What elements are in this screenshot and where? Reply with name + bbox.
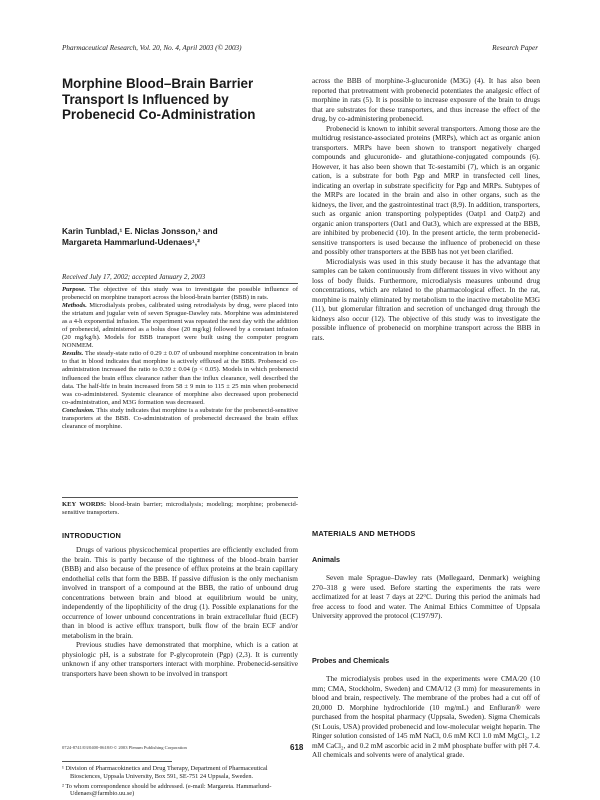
introduction-continued xyxy=(312,76,540,342)
running-header-journal: Pharmaceutical Research, Vol. 20, No. 4, April 2003 (© 2003) xyxy=(62,44,242,52)
right-paragraph-1: across the BBB of morphine-3-glucuronide (M3G) (4). It has also been reported that pretreatment with probenecid potentiates the analgesic effect of morphine in rats (5). It is possible to increase exposure of the brain to drugs that are substrates for these transporters, and thus increase the effect of the drug, by co-administering probenecid. xyxy=(312,76,540,123)
abstract-results: Results. The steady-state ratio of 0.29 ± 0.07 of unbound morphine concentration in brain to that in blood indicates that morphine is actively effluxed at the BBB. Probenecid co-administration increased the ratio to 0.39 ± 0.04 (p < 0.05). Models in which probenecid influenced the brain efflux clearance rather than the influx clearance, well described the data. The half-life in brain increased from 58 ± 9 min to 115 ± 25 min when probenecid was co-administered. Systemic clearance of morphine also decreased upon probenecid co-administration, and M3G formation was decreased. xyxy=(62,350,298,406)
introduction-paragraph-2: Previous studies have demonstrated that morphine, which is a cation at physiologic pH, is a substrate for P-glycoprotein (Pgp) (2,3). It is currently unknown if any other transporters interact with morphine. Probenecid-sensitive transporters have been shown to be involved in transport xyxy=(62,640,298,678)
author-list xyxy=(62,226,298,248)
abstract-purpose: Purpose. The objective of this study was to investigate the possible influence of probenecid on morphine transport across the blood-brain barrier (BBB) in rats. xyxy=(62,286,298,302)
title-line-1: Morphine Blood–Brain Barrier xyxy=(62,76,254,91)
abstract-top-rule xyxy=(62,283,298,284)
title-line-2: Transport Is Influenced by xyxy=(62,91,229,107)
animals-body xyxy=(312,573,540,621)
materials-methods-heading: MATERIALS AND METHODS xyxy=(312,529,416,538)
title-line-3: Probenecid Co-Administration xyxy=(62,107,256,122)
abstract xyxy=(62,286,298,431)
author-line-1: Karin Tunblad,¹ E. Niclas Jonsson,¹ and xyxy=(62,226,218,236)
received-dates: Received July 17, 2002; accepted January 2, 2003 xyxy=(62,273,206,281)
footnote-2: ² To whom correspondence should be addressed. (e-mail: Margareta. Hammarlund-Udenaes@farmbio.uu.se) xyxy=(62,782,272,798)
keywords: KEY WORDS: blood-brain barrier; microdialysis; modeling; morphine; probenecid-sensitive transporters. xyxy=(62,501,298,517)
footnote-rule xyxy=(62,761,172,762)
page-number: 618 xyxy=(290,743,304,752)
introduction-body xyxy=(62,545,298,678)
abstract-methods: Methods. Microdialysis probes, calibrated using retrodialysis by drug, were placed into the striatum and jugular vein of seven Sprague-Dawley rats. Morphine was administered as a 4-h exponential infusion. The experiment was repeated the next day with the addition of probenecid, administered as a bolus dose (20 mg/kg) followed by a constant infusion (20 mg/kg/h). Models for BBB transport were built using the computer program NONMEM. xyxy=(62,302,298,350)
animals-paragraph: Seven male Sprague–Dawley rats (Møllegaard, Denmark) weighing 270–318 g were used. Before starting the experiments the rats were acclimatized for at least 7 days at 22°C. During this period the animals had free access to food and water. The Animal Ethics Committee of Uppsala University approved the protocol (C197/97). xyxy=(312,573,540,620)
right-paragraph-2: Probenecid is known to inhibit several transporters. Among those are the multidrug resistance-associated proteins (MRPs), which act as organic anion transporters. MRPs have been shown to transport negatively charged compounds and glucuronide- and glutathione-conjugated compounds (6). However, it has also been shown that Tc-sestamibi (7), which is an organic cation, is a substrate for both Pgp and MRP in transfected cell lines, indicating an overlap in substrate specificity for Pgp and MRPs. Subtypes of the MRPs are located in the brain and also in other organs, such as the kidneys, the liver, and the gastrointestinal tract (8,9). In addition, transporters, such as organic anion transporting polypeptides (Oatp1 and Oatp2) and organic anion transporters (Oat1 and Oat3), which are expressed at the BBB, are inhibited by probenecid (10). In the present article, the term probenecid-sensitive transporters is used because the influence of probenecid on these and possibly other transporters at the BBB has not yet been clarified. xyxy=(312,123,540,256)
running-header-article-type: Research Paper xyxy=(492,44,538,52)
introduction-heading: INTRODUCTION xyxy=(62,531,122,540)
publisher-code: 0724-8741/03/0400-0618/0 © 2003 Plenum Publishing Corporation xyxy=(62,745,187,750)
keywords-top-rule xyxy=(62,497,298,498)
introduction-paragraph-1: Drugs of various physicochemical properties are efficiently excluded from the brain. This is partly because of the tightness of the blood–brain barrier (BBB) and also because of the presence of efflux proteins at the brain capillary endothelial cells that form the BBB. If passive diffusion is the only mechanism involved in transport of a compound at the BBB, the ratio of unbound drug concentrations between brain and blood at equilibrium would be unity, independently of the lipophilicity of the drug (1). Possible explanations for the occurrence of lower unbound concentrations in brain extracellular fluid (ECF) than in blood is active efflux transport, bulk flow of the brain ECF and/or metabolism in the brain. xyxy=(62,545,298,640)
animals-heading: Animals xyxy=(312,555,340,564)
footnote-1: ¹ Division of Pharmacokinetics and Drug Therapy, Department of Pharmaceutical Biosciences, Uppsala University, Box 591, SE-751 24 Uppsala, Sweden. xyxy=(62,765,268,780)
abstract-conclusion: Conclusion. This study indicates that morphine is a substrate for the probenecid-sensitive transporters at the BBB. Co-administration of probenecid decreased the brain efflux clearance of morphine. xyxy=(62,406,298,430)
article-title xyxy=(62,76,298,123)
right-paragraph-3: Microdialysis was used in this study because it has the advantage that samples can be taken continuously from different tissues in vivo without any loss of body fluids. Furthermore, microdialysis measures unbound drug concentrations, which are related to the pharmacological effect. In the rat, morphine is mainly eliminated by metabolism to the inactive metabolite M3G (11), but glomerular filtration and secretion of unchanged drug through the kidneys also occur (12). The objective of this study was to investigate the possible influence of probenecid on morphine transport across the BBB in rats. xyxy=(312,256,540,342)
probes-paragraph: The microdialysis probes used in the experiments were CMA/20 (10 mm; CMA, Stockholm, Sweden) and CMA/12 (3 mm) for measurements in blood and brain, respectively. The membrane of the probes had a cut off of 20,000 D. Morphine hydrochloride (10 mg/mL) and Enfluran® were purchased from the hospital pharmacy (Uppsala, Sweden). Sigma Chemicals (St Louis, USA) provided probenecid and low-molecular weight heparin. The Ringer solution consisted of 145 mM NaCl, 0.6 mM KCl 1.0 mM MgCl₂, 1.2 mM CaCl₂, and 0.2 mM ascorbic acid in 2 mM phosphate buffer with pH 7.4. All chemicals and solvents were of analytical grade. xyxy=(312,674,540,759)
footnotes xyxy=(62,765,298,800)
probes-chemicals-body xyxy=(312,674,540,760)
probes-chemicals-heading: Probes and Chemicals xyxy=(312,656,390,665)
author-line-2: Margareta Hammarlund-Udenaes¹,² xyxy=(62,237,200,247)
